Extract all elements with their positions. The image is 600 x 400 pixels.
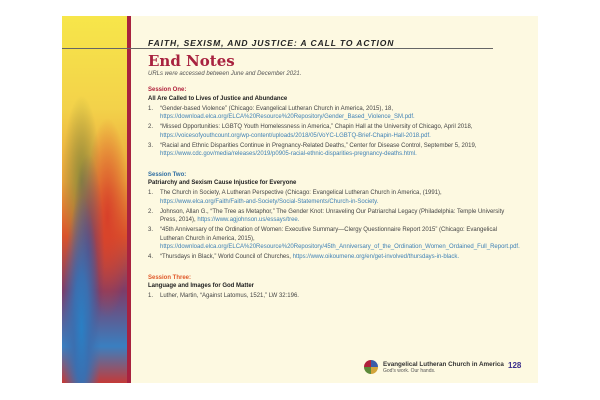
note-text: “45th Anniversary of the Ordination of Women: Executive Summary—Clergy Questionnaire Report 2015” (Chicago: Evangelical Lutheran Church in America, 2015), — [160, 227, 498, 242]
note-number: 2. — [148, 208, 154, 215]
note-link[interactable]: https://voicesofyouthcount.org/wp-content/uploads/2018/05/VoYC-LGBTQ-Brief-Chapin-Hall-2018.pdf. — [160, 132, 431, 139]
note-link[interactable]: https://download.elca.org/ELCA%20Resource%20Repository/45th_Anniversary_of_the_Ordination_Women_Ordained_Full_Report.pdf. — [160, 244, 520, 251]
document-page — [62, 16, 538, 383]
notes-list — [148, 189, 520, 261]
page-title: End Notes — [148, 52, 235, 70]
session-section — [148, 171, 520, 262]
header-divider — [62, 48, 493, 49]
content — [148, 52, 520, 313]
tagline: God's work. Our hands. — [383, 367, 436, 374]
session-section — [148, 274, 508, 301]
end-note — [148, 226, 520, 251]
note-text: “Gender-based Violence” (Chicago: Evangelical Lutheran Church in America, 2015), 18, — [160, 105, 394, 112]
note-text: Luther, Martin, “Against Latomus, 1521,” LW 32:196. — [160, 293, 299, 300]
end-note — [148, 142, 508, 159]
note-link[interactable]: https://www.elca.org/Faith/Faith-and-Society/Social-Statements/Church-in-Society. — [160, 198, 379, 205]
note-link[interactable]: https://www.cdc.gov/media/releases/2019/p0905-racial-ethnic-disparities-pregnancy-deaths.html. — [160, 151, 417, 158]
end-note — [148, 292, 508, 300]
end-note — [148, 189, 508, 206]
end-note — [148, 253, 508, 261]
note-text: “Missed Opportunities: LGBTQ Youth Homelessness in America,” Chapin Hall at the University of Chicago, April 2018, — [160, 124, 473, 131]
note-text: Johnson, Allan G., “The Tree as Metaphor,” The Gender Knot: Unraveling Our Patriarchal Legacy (Philadelphia: Temple University Press, 2014), — [160, 208, 505, 224]
org-name: Evangelical Lutheran Church in America — [383, 360, 504, 368]
footer — [364, 360, 504, 374]
note-text: “Thursdays in Black,” World Council of Churches, — [160, 254, 293, 261]
note-number: 2. — [148, 124, 154, 131]
note-text: The Church in Society, A Lutheran Perspective (Chicago: Evangelical Lutheran Church in America, (1991), — [160, 190, 442, 197]
note-number: 1. — [148, 293, 154, 300]
session-title: All Are Called to Lives of Justice and Abundance — [148, 95, 288, 102]
session-label: Session One: — [148, 87, 187, 94]
page-subtitle: URLs were accessed between June and December 2021. — [148, 71, 302, 77]
accent-bar — [127, 16, 131, 383]
end-note — [148, 105, 508, 122]
note-number: 3. — [148, 227, 154, 234]
watercolor-art-strip — [62, 16, 127, 383]
note-text: “Racial and Ethnic Disparities Continue in Pregnancy-Related Deaths,” Center for Disease Control, September 5, 2019, — [160, 143, 477, 150]
end-note — [148, 123, 508, 140]
note-number: 1. — [148, 105, 154, 112]
elca-logo-icon — [364, 360, 378, 374]
notes-list — [148, 292, 508, 300]
note-number: 3. — [148, 143, 154, 150]
end-note — [148, 208, 508, 225]
running-header: FAITH, SEXISM, AND JUSTICE: A CALL TO ACTION — [148, 38, 395, 48]
session-label: Session Two: — [148, 171, 187, 178]
session-title: Language and Images for God Matter — [148, 282, 255, 289]
note-number: 1. — [148, 190, 154, 197]
note-link[interactable]: https://www.agjohnson.us/essays/tree. — [197, 217, 300, 224]
note-link[interactable]: https://download.elca.org/ELCA%20Resource%20Repository/Gender_Based_Violence_SM.pdf. — [160, 114, 415, 121]
notes-list — [148, 105, 508, 159]
session-title: Patriarchy and Sexism Cause Injustice for Everyone — [148, 179, 297, 186]
page-number: 128 — [508, 361, 522, 370]
session-label: Session Three: — [148, 274, 192, 281]
session-section — [148, 86, 508, 158]
note-link[interactable]: https://www.oikoumene.org/en/get-involved/thursdays-in-black. — [292, 254, 460, 261]
note-number: 4. — [148, 254, 154, 261]
